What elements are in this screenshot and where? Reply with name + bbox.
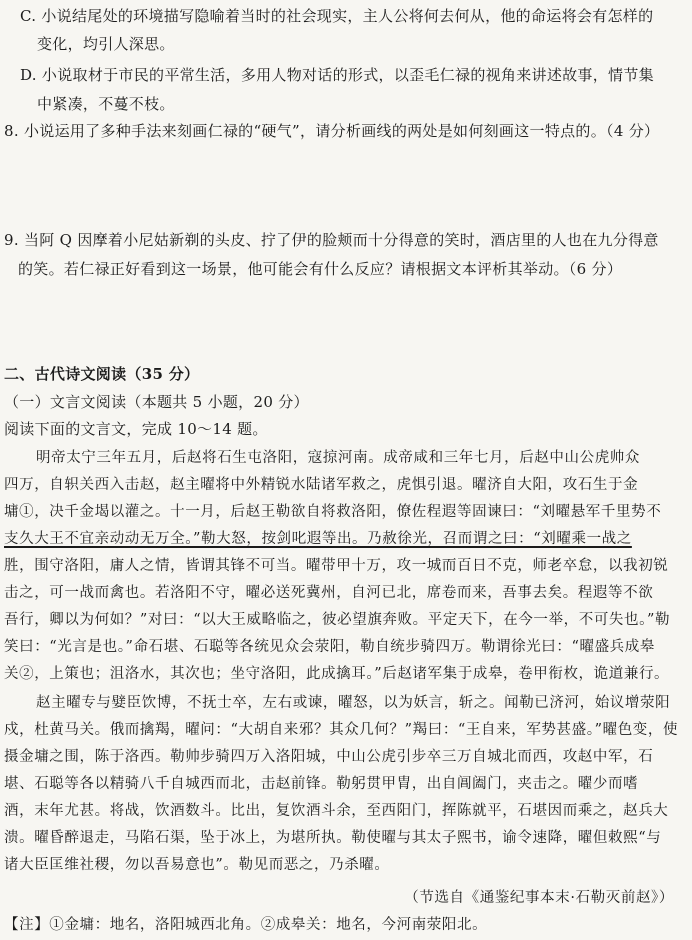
passage-line: 诸大臣匡维社稷，勿以吾易意也”。勒见而恶之，乃杀曜。 xyxy=(4,857,390,873)
passage-source: （节选自《通鉴纪事本末·石勒灭前赵》） xyxy=(404,890,674,906)
question-9-line2: 的笑。若仁禄正好看到这一场景，他可能会有什么反应？请根据文本评析其举动。（6 分） xyxy=(18,260,623,278)
passage-line: 击之，可一战而禽也。若洛阳不守，曜必送死冀州，自河已北，席卷而来，吾事去矣。程遐等不欲 xyxy=(4,585,654,601)
passage-line: 堪、石聪等各以精骑八千自城西而北，击赵前锋。勒躬贯甲胄，出自阊阖门，夹击之。曜少而嗜 xyxy=(4,776,639,792)
section-subtitle: （一）文言文阅读（本题共 5 小题，20 分） xyxy=(4,393,309,411)
passage-line: 赵主曜专与嬖臣饮博，不抚士卒，左右或谏，曜怒，以为妖言，斩之。闻勒已济河，始议增荥阳 xyxy=(36,695,671,711)
reading-instruction: 阅读下面的文言文，完成 10～14 题。 xyxy=(4,420,268,438)
question-9-line1: 9. 当阿 Q 因摩着小尼姑新剃的头皮、拧了伊的脸颊而十分得意的笑时，酒店里的人也在九分得意 xyxy=(4,231,659,249)
passage-line: 胜，围守洛阳，庸人之情，皆谓其锋不可当。曜带甲十万，攻一城而百日不克，师老卒怠，以我初锐 xyxy=(4,558,669,574)
option-d-line2: 中紧凑，不蔓不枝。 xyxy=(37,95,175,113)
passage-line: 关②，上策也；沮洛水，其次也；坐守洛阳，此成擒耳。”后赵诸军集于成皋，卷甲衔枚，诡道兼行。 xyxy=(4,666,670,682)
passage-line: 明帝太宁三年五月，后赵将石生屯洛阳，寇掠河南。成帝咸和三年七月，后赵中山公虎帅众 xyxy=(36,450,640,466)
option-d-line1: D. 小说取材于市民的平常生活，多用人物对话的形式，以歪毛仁禄的视角来讲述故事，情节集 xyxy=(20,66,654,84)
passage-line: 酒，末年尤甚。将战，饮酒数斗。比出，复饮酒斗余，至西阳门，挥陈就平，石堪因而乘之，赵兵大 xyxy=(4,803,669,819)
passage-line: 戍，杜黄马关。俄而擒羯，曜问：“大胡自来邪？其众几何？”羯曰：“王自来，军势甚盛。”曜色变，使 xyxy=(4,722,679,738)
question-8: 8. 小说运用了多种手法来刻画仁禄的“硬气”，请分析画线的两处是如何刻画这一特点的。（4 分） xyxy=(4,122,660,140)
option-c-line1: C. 小说结尾处的环境描写隐喻着当时的社会现实，主人公将何去何从，他的命运将会有怎样的 xyxy=(20,7,654,25)
passage-line: 墉①，决千金堨以灌之。十一月，后赵王勒欲自将救洛阳，僚佐程遐等固谏曰：“刘曜悬军千里势不 xyxy=(4,504,662,520)
passage-line: 吾行，卿以为何如？”对曰：“以大王威略临之，彼必望旗奔败。平定天下，在今一举，不可失也。”勒 xyxy=(4,612,671,628)
passage-line: 笑曰：“光言是也。”命石堪、石聪等各统见众会荥阳，勒自统步骑四万。勒谓徐光曰：“曜盛兵成皋 xyxy=(4,639,655,655)
passage-line: 四万，自轵关西入击赵，赵主曜将中外精锐水陆诸军救之，虎惧引退。曜济自大阳，攻石生于金 xyxy=(4,477,639,493)
passage-footnote: 【注】①金墉：地名，洛阳城西北角。②成皋关：地名，今河南荥阳北。 xyxy=(4,917,488,933)
passage-line: 溃。曜昏醉退走，马陷石渠，坠于冰上，为堪所执。勒使曜与其太子熙书，谕令速降，曜但敕熙“与 xyxy=(4,830,662,846)
section-title: 二、古代诗文阅读（35 分） xyxy=(4,365,200,383)
passage-line-underlined: 支久大王不宜亲动动无万全。”勒大怒，按剑叱遐等出。乃赦徐光，召而谓之曰：“刘曜乘一战之 xyxy=(4,531,632,547)
passage-line: 摄金墉之围，陈于洛西。勒帅步骑四万入洛阳城，中山公虎引步卒三万自城北而西，攻赵中军，石 xyxy=(4,749,654,765)
option-c-line2: 变化，均引人深思。 xyxy=(37,35,175,53)
